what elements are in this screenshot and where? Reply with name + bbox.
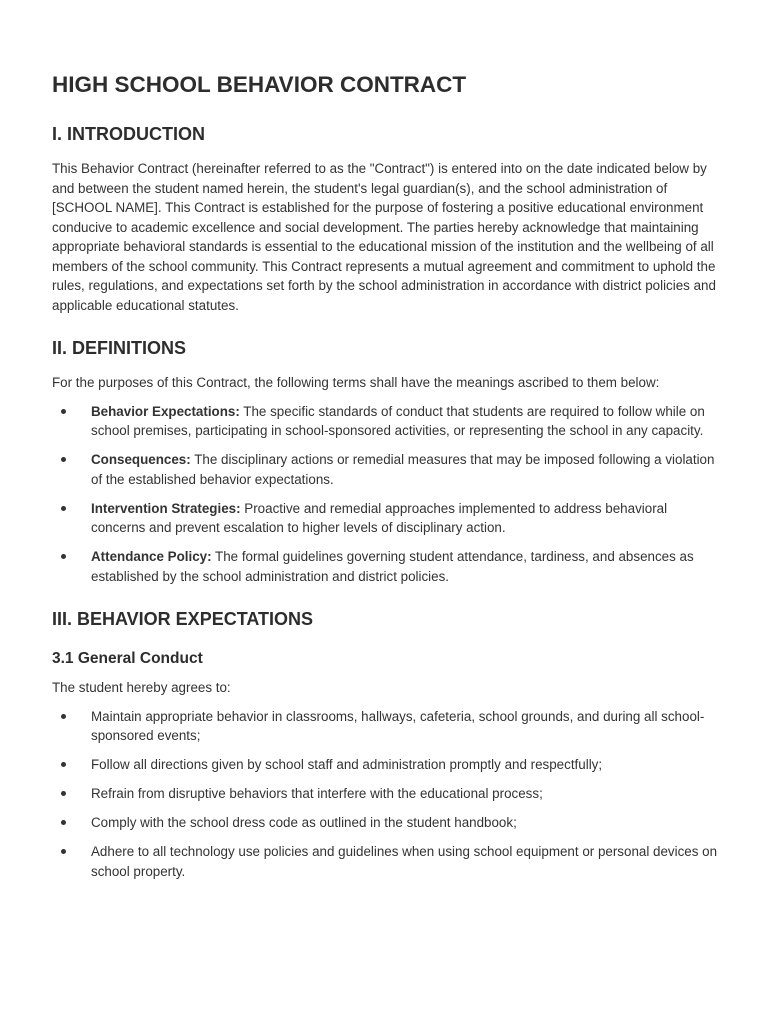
definition-term: Intervention Strategies: bbox=[91, 500, 241, 516]
conduct-item-text: Refrain from disruptive behaviors that interfere with the educational process; bbox=[91, 786, 543, 801]
introduction-heading: I. INTRODUCTION bbox=[52, 124, 205, 144]
definition-text: Proactive and remedial approaches implemented to address behavioral concerns and prevent escalation to higher levels of disciplinary action. bbox=[91, 500, 668, 535]
conduct-item bbox=[52, 842, 718, 881]
definitions-section bbox=[52, 336, 718, 586]
bullet-icon bbox=[61, 554, 66, 559]
behavior-expectations-heading: III. BEHAVIOR EXPECTATIONS bbox=[52, 609, 314, 629]
bullet-icon bbox=[61, 506, 66, 511]
definition-item bbox=[52, 547, 718, 586]
bullet-icon bbox=[61, 820, 66, 825]
general-conduct-heading: 3.1 General Conduct bbox=[52, 650, 203, 667]
definition-term: Behavior Expectations: bbox=[91, 403, 240, 419]
conduct-item bbox=[52, 813, 718, 833]
conduct-item-text: Adhere to all technology use policies and guidelines when using school equipment or personal devices on school property. bbox=[91, 844, 718, 879]
definitions-lead: For the purposes of this Contract, the following terms shall have the meanings ascribed to them below: bbox=[52, 375, 660, 390]
definition-item bbox=[52, 450, 718, 489]
bullet-icon bbox=[61, 849, 66, 854]
definition-text: The formal guidelines governing student attendance, tardiness, and absences as established by the school administration and district policies. bbox=[91, 549, 694, 584]
definition-term: Attendance Policy: bbox=[91, 549, 212, 564]
bullet-icon bbox=[61, 457, 66, 462]
definition-item bbox=[52, 499, 718, 538]
definitions-heading: II. DEFINITIONS bbox=[52, 338, 187, 358]
conduct-item bbox=[52, 784, 718, 804]
conduct-item-text: Follow all directions given by school staff and administration promptly and respectfully; bbox=[91, 757, 603, 772]
bullet-icon bbox=[61, 714, 66, 719]
document-title: HIGH SCHOOL BEHAVIOR CONTRACT bbox=[52, 72, 467, 97]
general-conduct-list bbox=[52, 707, 718, 882]
conduct-item bbox=[52, 707, 718, 746]
definition-text: The disciplinary actions or remedial measures that may be imposed following a violation of the established behavior expectations. bbox=[91, 452, 715, 487]
bullet-icon bbox=[61, 791, 66, 796]
definitions-list bbox=[52, 402, 718, 587]
conduct-item bbox=[52, 755, 718, 775]
bullet-icon bbox=[61, 762, 66, 767]
introduction-paragraph: This Behavior Contract (hereinafter referred to as the "Contract") is entered into on the date indicated below by and between the student named herein, the student's legal guardian(s), and the school administration of [SCHOOL NAME]. This Contract is established for the purpose of fostering a positive educational environment conducive to academic excellence and social development. The parties hereby acknowledge that maintaining appropriate behavioral standards is essential to the educational mission of the institution and the wellbeing of all members of the school community. This Contract represents a mutual agreement and commitment to uphold the rules, regulations, and expectations set forth by the school administration in accordance with district policies and applicable educational statutes. bbox=[52, 161, 716, 313]
definition-term: Consequences: bbox=[91, 452, 191, 467]
behavior-expectations-section bbox=[52, 607, 718, 881]
general-conduct-lead: The student hereby agrees to: bbox=[52, 680, 231, 695]
definition-item bbox=[52, 402, 718, 441]
bullet-icon bbox=[61, 409, 66, 414]
introduction-section bbox=[52, 122, 718, 315]
conduct-item-text: Maintain appropriate behavior in classrooms, hallways, cafeteria, school grounds, and during all school-sponsored events; bbox=[91, 708, 705, 743]
conduct-item-text: Comply with the school dress code as outlined in the student handbook; bbox=[91, 815, 517, 830]
definition-text: The specific standards of conduct that students are required to follow while on school premises, participating in school-sponsored activities, or representing the school in any capacity. bbox=[91, 403, 705, 438]
